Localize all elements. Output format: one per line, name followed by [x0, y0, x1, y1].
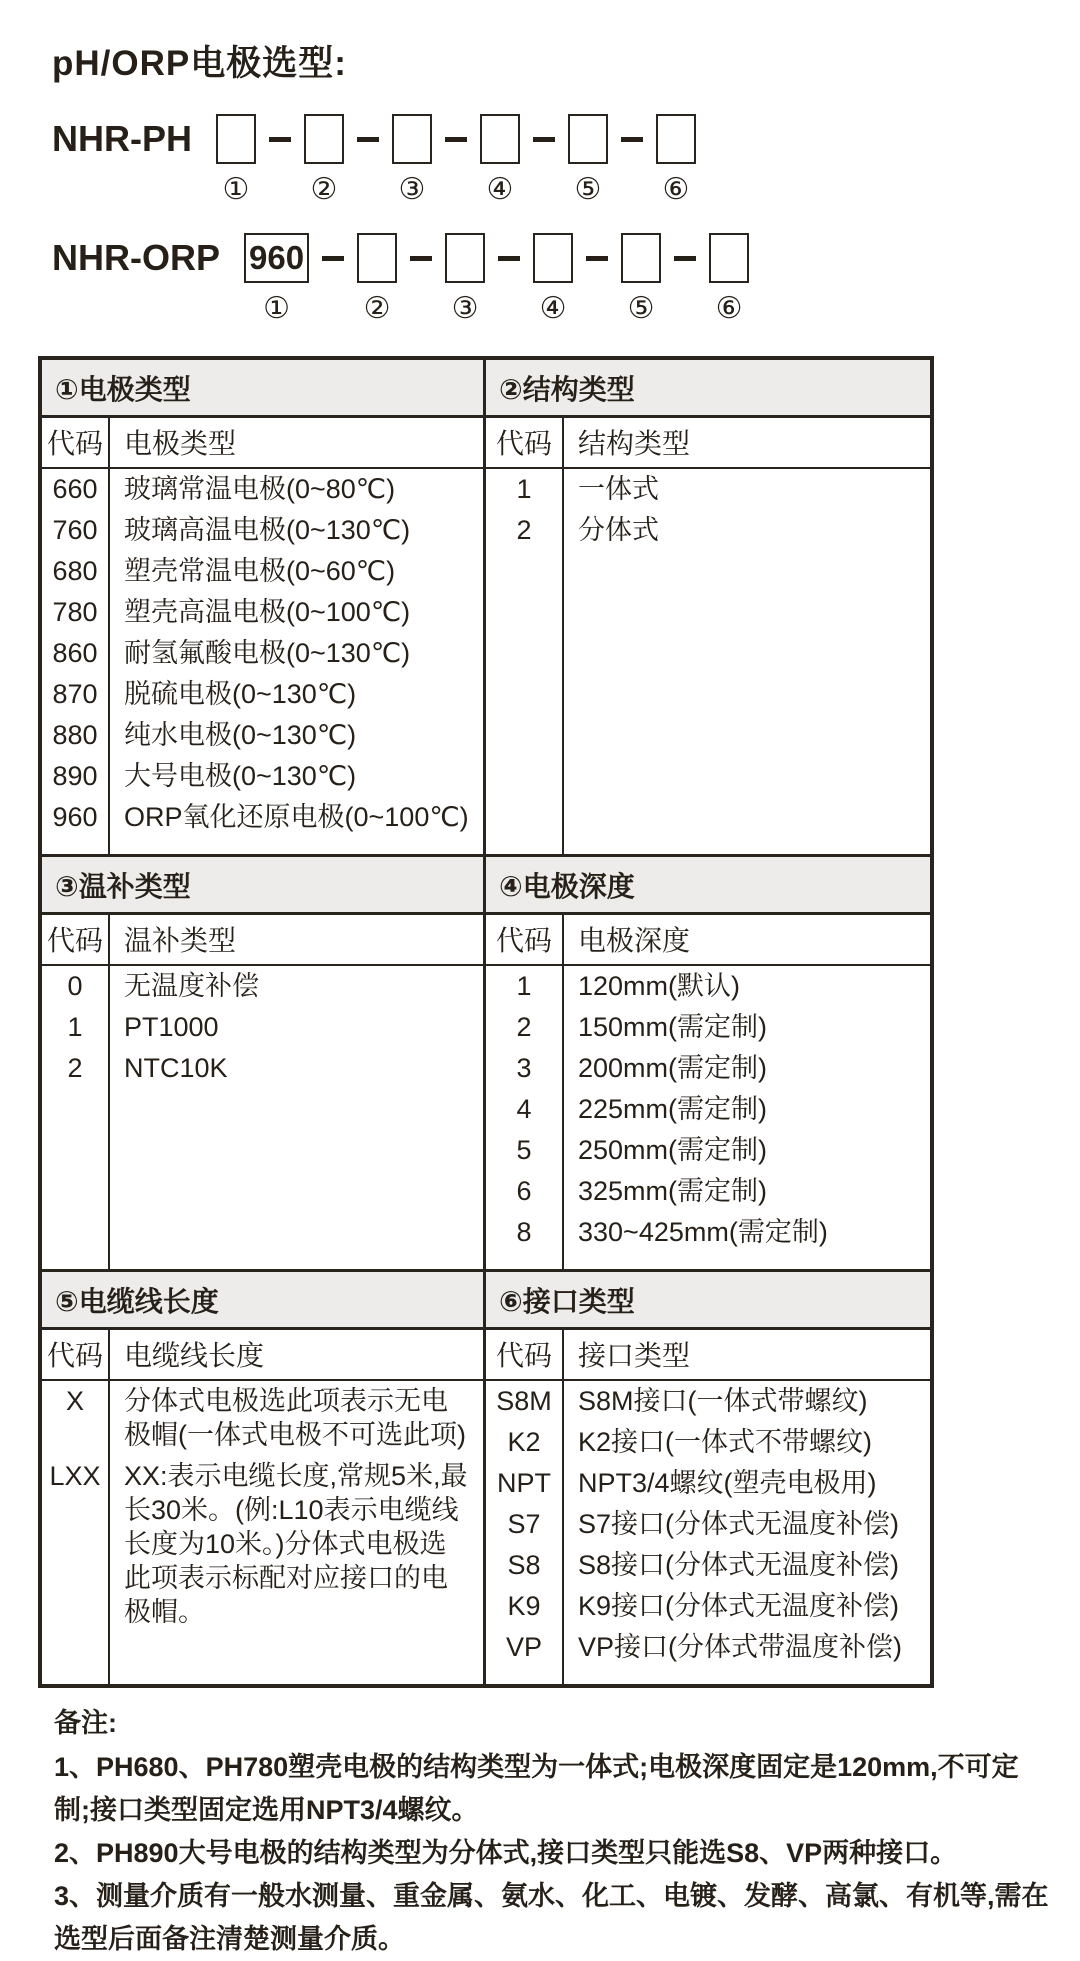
row-value: 200mm(需定制)	[578, 1053, 768, 1084]
table-row	[42, 551, 483, 592]
row-code: X	[65, 1386, 84, 1417]
selection-table	[38, 356, 934, 1688]
circled-number-marker: ①	[222, 173, 250, 206]
row-code: 1	[516, 971, 532, 1002]
table-row	[42, 756, 483, 797]
column-header-row	[42, 418, 483, 469]
value-column-header: 电极深度	[578, 925, 691, 957]
code-unit	[244, 233, 309, 326]
row-code: 880	[52, 720, 98, 751]
row-code: 1	[516, 474, 532, 504]
value-column-header: 接口类型	[578, 1340, 691, 1372]
row-code: S8	[507, 1550, 541, 1581]
model-code-line-orp	[52, 233, 1050, 326]
circled-number-marker: ⑥	[715, 292, 743, 325]
note-line-1: 1、PH680、PH780塑壳电极的结构类型为一体式;电极深度固定是120mm,不可定制;接口类型固定选用NPT3/4螺纹。	[54, 1751, 1019, 1825]
row-code: S7	[507, 1509, 541, 1540]
code-unit	[621, 233, 661, 326]
table-row	[42, 510, 483, 551]
code-unit	[480, 114, 520, 207]
table-row	[486, 1048, 930, 1089]
row-code: 870	[52, 679, 98, 710]
row-code: 1	[67, 1012, 83, 1043]
table-row	[486, 1422, 930, 1463]
dash-separator	[586, 233, 608, 283]
table-row	[486, 1007, 930, 1048]
row-code: 5	[516, 1135, 532, 1166]
table-row	[486, 1381, 930, 1422]
code-box	[480, 114, 520, 164]
table-row	[42, 715, 483, 756]
table-row	[42, 592, 483, 633]
row-value: K9接口(分体式无温度补偿)	[578, 1591, 900, 1622]
table-row	[486, 1545, 930, 1586]
section-interface-type	[486, 1272, 930, 1684]
row-value: S8接口(分体式无温度补偿)	[578, 1550, 900, 1581]
dash-bar	[269, 137, 291, 142]
code-box	[392, 114, 432, 164]
row-value: 分体式电极选此项表示无电极帽(一体式电极不可选此项)	[124, 1386, 466, 1451]
page-title: pH/ORP电极选型:	[52, 44, 347, 83]
value-column-header: 温补类型	[124, 925, 237, 957]
row-code: 860	[52, 638, 98, 669]
dash-separator	[269, 114, 291, 164]
code-unit	[304, 114, 344, 207]
section-body	[486, 915, 930, 1269]
row-code: 960	[52, 802, 98, 833]
column-header-row	[42, 1330, 483, 1381]
dash-separator	[533, 114, 555, 164]
section-body	[42, 915, 483, 1269]
code-column-header: 代码	[495, 428, 552, 459]
row-code: 760	[52, 515, 98, 546]
section-header: ④电极深度	[486, 857, 930, 915]
code-unit	[709, 233, 749, 326]
code-unit	[392, 114, 432, 207]
circled-number-marker: ⑤	[574, 173, 602, 206]
table-row	[42, 1048, 483, 1089]
code-box	[357, 233, 397, 283]
notes-label: 备注:	[54, 1708, 117, 1739]
row-value: XX:表示电缆长度,常规5米,最长30米。(例:L10表示电缆线长度为10米。)分体式电极选此项表示标配对应接口的电极帽。	[124, 1461, 468, 1628]
row-value: PT1000	[124, 1012, 219, 1043]
table-band-2	[42, 854, 930, 1269]
row-code: 6	[516, 1176, 532, 1207]
section-header: ①电极类型	[42, 360, 483, 418]
code-unit	[656, 114, 696, 207]
table-row	[486, 1586, 930, 1627]
note-line-3: 3、测量介质有一般水测量、重金属、氨水、化工、电镀、发酵、高氯、有机等,需在选型后面备注清楚测量介质。	[54, 1881, 1049, 1955]
dash-bar	[498, 256, 520, 261]
section-structure-type	[486, 360, 930, 854]
dash-bar	[674, 256, 696, 261]
table-row	[486, 1627, 930, 1668]
circled-number-marker: ④	[486, 173, 514, 206]
row-value: 325mm(需定制)	[578, 1176, 768, 1207]
section-header: ②结构类型	[486, 360, 930, 418]
row-value: 玻璃高温电极(0~130℃)	[124, 515, 411, 546]
circled-number-marker: ⑥	[662, 173, 690, 206]
dash-bar	[445, 137, 467, 142]
circled-number-marker: ②	[310, 173, 338, 206]
column-header-row	[486, 418, 930, 469]
code-box	[568, 114, 608, 164]
row-code: 680	[52, 556, 98, 587]
section-body	[42, 1330, 483, 1684]
circled-number-marker: ②	[363, 292, 391, 325]
row-code: NPT	[497, 1468, 551, 1499]
circled-number-marker: ③	[398, 173, 426, 206]
row-code: K9	[507, 1591, 541, 1622]
model-prefix: NHR-PH	[52, 118, 192, 159]
dash-separator	[445, 114, 467, 164]
row-code: K2	[507, 1427, 541, 1458]
row-code: LXX	[49, 1461, 101, 1492]
table-band-1	[42, 360, 930, 854]
row-code: 3	[516, 1053, 532, 1084]
circled-number-marker: ③	[451, 292, 479, 325]
section-electrode-type	[42, 360, 486, 854]
row-value: 玻璃常温电极(0~80℃)	[124, 474, 396, 504]
section-body	[486, 418, 930, 854]
dash-separator	[621, 114, 643, 164]
section-cable-length	[42, 1272, 486, 1684]
row-code: 660	[52, 474, 98, 504]
notes	[54, 1702, 1054, 1961]
value-column-header: 电极类型	[124, 428, 237, 459]
code-box	[216, 114, 256, 164]
code-box	[533, 233, 573, 283]
dash-bar	[621, 137, 643, 142]
section-electrode-depth	[486, 857, 930, 1269]
dash-separator	[410, 233, 432, 283]
dash-bar	[533, 137, 555, 142]
row-code: 8	[516, 1217, 532, 1248]
row-value: 150mm(需定制)	[578, 1012, 768, 1043]
row-value: NPT3/4螺纹(塑壳电极用)	[578, 1468, 877, 1499]
dash-separator	[498, 233, 520, 283]
code-unit	[533, 233, 573, 326]
row-code: S8M	[496, 1386, 552, 1417]
row-value: 大号电极(0~130℃)	[124, 761, 357, 792]
row-value: S7接口(分体式无温度补偿)	[578, 1509, 900, 1540]
table-row	[42, 674, 483, 715]
row-value: 塑壳常温电极(0~60℃)	[124, 556, 396, 587]
table-row	[486, 1212, 930, 1253]
table-row	[486, 1089, 930, 1130]
circled-number-marker: ⑤	[627, 292, 655, 325]
table-row	[42, 469, 483, 510]
code-box	[445, 233, 485, 283]
code-box	[709, 233, 749, 283]
table-row	[486, 1130, 930, 1171]
code-unit	[216, 114, 256, 207]
table-row	[486, 1504, 930, 1545]
code-unit	[357, 233, 397, 326]
table-row	[486, 966, 930, 1007]
table-row	[42, 1007, 483, 1048]
dash-bar	[410, 256, 432, 261]
row-code: 890	[52, 761, 98, 792]
code-column-header: 代码	[46, 925, 103, 957]
value-column-header: 结构类型	[578, 428, 691, 459]
table-band-3	[42, 1269, 930, 1684]
row-code: VP	[505, 1632, 543, 1663]
section-body	[486, 1330, 930, 1684]
row-code: 2	[67, 1053, 83, 1084]
code-unit	[445, 233, 485, 326]
table-row	[42, 797, 483, 838]
dash-separator	[357, 114, 379, 164]
dash-separator	[322, 233, 344, 283]
row-value: NTC10K	[124, 1053, 228, 1084]
circled-number-marker: ①	[263, 292, 290, 325]
section-temp-comp-type	[42, 857, 486, 1269]
row-value: 无温度补偿	[124, 971, 259, 1002]
row-value: S8M接口(一体式带螺纹)	[578, 1386, 868, 1417]
circled-number-marker: ④	[539, 292, 567, 325]
table-row	[486, 510, 930, 551]
row-value: 330~425mm(需定制)	[578, 1217, 828, 1248]
row-code: 4	[516, 1094, 532, 1125]
row-value: 塑壳高温电极(0~100℃)	[124, 597, 411, 628]
code-box	[656, 114, 696, 164]
model-code-line-ph	[52, 114, 1050, 207]
column-header-row	[42, 915, 483, 966]
row-value: K2接口(一体式不带螺纹)	[578, 1427, 873, 1458]
value-column-header: 电缆线长度	[124, 1340, 265, 1372]
table-row	[42, 966, 483, 1007]
row-value: 225mm(需定制)	[578, 1094, 768, 1125]
section-header: ⑥接口类型	[486, 1272, 930, 1330]
column-header-row	[486, 1330, 930, 1381]
column-header-row	[486, 915, 930, 966]
table-row	[486, 1171, 930, 1212]
row-code: 780	[52, 597, 98, 628]
row-value: ORP氧化还原电极(0~100℃)	[124, 802, 469, 833]
code-box: 960	[244, 233, 309, 283]
section-header: ③温补类型	[42, 857, 483, 915]
row-code: 0	[67, 971, 83, 1002]
row-code: 2	[516, 1012, 532, 1043]
table-row	[42, 1456, 483, 1633]
code-box	[621, 233, 661, 283]
table-row	[486, 1463, 930, 1504]
row-value: 分体式	[578, 515, 659, 546]
dash-bar	[586, 256, 608, 261]
note-line-2: 2、PH890大号电极的结构类型为分体式,接口类型只能选S8、VP两种接口。	[54, 1837, 958, 1868]
code-column-header: 代码	[495, 1340, 552, 1372]
code-box	[304, 114, 344, 164]
dash-bar	[322, 256, 344, 261]
row-code: 2	[516, 515, 532, 546]
section-body	[42, 418, 483, 854]
code-column-header: 代码	[46, 428, 103, 459]
row-value: 250mm(需定制)	[578, 1135, 768, 1166]
row-value: 纯水电极(0~130℃)	[124, 720, 357, 751]
row-value: 一体式	[578, 474, 659, 504]
dash-bar	[357, 137, 379, 142]
row-value: VP接口(分体式带温度补偿)	[578, 1632, 902, 1663]
table-row	[486, 469, 930, 510]
code-column-header: 代码	[46, 1340, 103, 1372]
dash-separator	[674, 233, 696, 283]
section-header: ⑤电缆线长度	[42, 1272, 483, 1330]
row-value: 耐氢氟酸电极(0~130℃)	[124, 638, 411, 669]
code-unit	[568, 114, 608, 207]
row-value: 脱硫电极(0~130℃)	[124, 679, 357, 710]
code-column-header: 代码	[495, 925, 552, 957]
table-row	[42, 1381, 483, 1456]
row-value: 120mm(默认)	[578, 971, 741, 1002]
table-row	[42, 633, 483, 674]
model-prefix: NHR-ORP	[52, 237, 220, 278]
